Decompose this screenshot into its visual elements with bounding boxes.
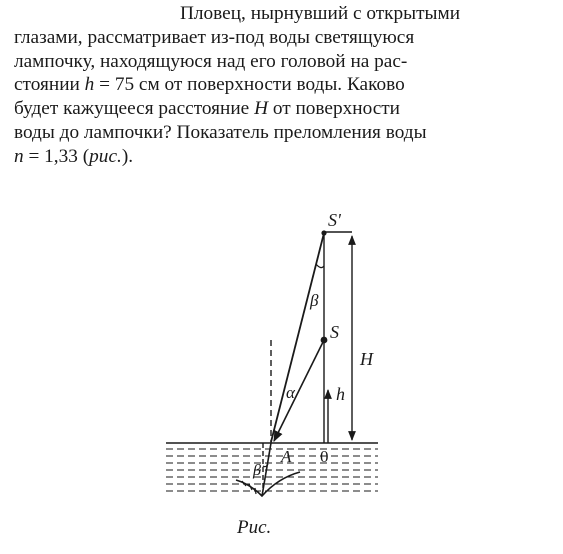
var-H: H bbox=[254, 98, 268, 120]
label-s-prime: S' bbox=[328, 210, 341, 230]
label-h: h bbox=[336, 384, 345, 404]
label-H: H bbox=[360, 349, 373, 369]
eyelash-strokes bbox=[242, 481, 256, 494]
text-line-2: глазами, рассматривает из-под воды светящуюся bbox=[14, 26, 415, 48]
s-point bbox=[321, 337, 328, 344]
label-A: A bbox=[281, 447, 292, 466]
text-from-surface: от поверхности bbox=[272, 98, 400, 120]
s-prime-point bbox=[321, 230, 326, 235]
label-alpha: α bbox=[286, 383, 295, 402]
label-zero: 0 bbox=[320, 447, 329, 466]
real-ray bbox=[274, 340, 324, 441]
text-fig-ref: рис. bbox=[89, 145, 122, 167]
text-apparent: будет кажущееся расстояние bbox=[14, 98, 250, 120]
label-beta-top: β bbox=[310, 291, 319, 310]
water-hatching bbox=[166, 449, 378, 491]
text-line-1: Пловец, нырнувший с открытыми bbox=[180, 3, 461, 24]
text-end: ). bbox=[121, 145, 134, 167]
text-n-value: = 1,33 ( bbox=[28, 145, 90, 167]
label-s: S bbox=[330, 322, 339, 342]
beta-top-arc bbox=[316, 264, 324, 268]
label-beta-bottom: β bbox=[253, 462, 261, 479]
figure-caption: Рис. bbox=[237, 517, 272, 538]
text-line-3: лампочку, находящуюся над его головой на рас- bbox=[14, 50, 408, 72]
text-distance-value: = 75 см от поверхности воды. Каково bbox=[99, 74, 405, 96]
text-distance-word: стоянии bbox=[14, 74, 80, 96]
var-n: n bbox=[14, 145, 24, 167]
var-h: h bbox=[84, 74, 95, 96]
text-line-6: воды до лампочки? Показатель преломления воды bbox=[14, 121, 427, 143]
